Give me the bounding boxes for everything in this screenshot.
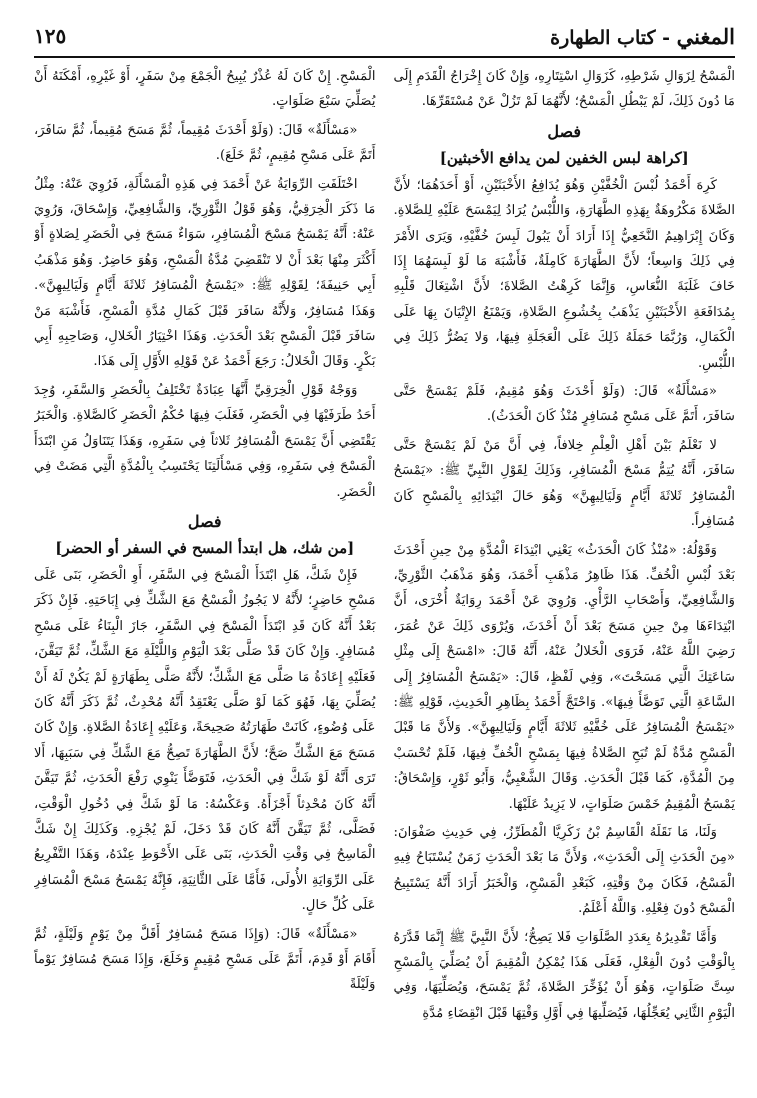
right-column (394, 64, 736, 1090)
section-subheading: [من شك، هل ابتدأ المسح في السفر أو الحضر] (55, 538, 355, 557)
page-header (34, 24, 735, 54)
text-columns (34, 64, 735, 1090)
page-number: ١٢٥ (34, 24, 67, 48)
paragraph: اخْتَلَفَتِ الرِّوَايَةُ عَنْ أَحْمَدَ فِي هَذِهِ الْمَسْأَلَةِ، فَرُوِيَ عَنْهُ: مِثْلُ مَا ذَكَرَ الْخِرَقِيُّ، وَهُوَ قَوْلُ الثَّوْرِيِّ، وَالشَّافِعِيِّ، وَإِسْحَاقَ، وَرُوِيَ عَنْهُ: أَنَّهُ يَمْسَحُ مَسْحَ الْمُسَافِرِ، سَوَاءٌ مَسَحَ فِي الْحَضَرِ لِصَلاةٍ أَوْ أَكْثَرَ مِنْهَا بَعْدَ أَنْ لا تَنْقَضِيَ مُدَّةُ الْمَسْحِ، وَهُوَ حَاضِرٌ. وَهُوَ مَذْهَبُ أَبِي حَنِيفَةَ؛ لِقَوْلِهِ ﷺ: «يَمْسَحُ الْمُسَافِرُ ثَلاثَةَ أَيَّامٍ وَلَيَالِيهِنَّ». وَهَذَا مُسَافِرٌ، وَلأَنَّهُ سَافَرَ قَبْلَ كَمَالِ مُدَّةِ الْمَسْحِ، فَأَشْبَهَ مَنْ سَافَرَ قَبْلَ الْمَسْحِ بَعْدَ الْحَدَثِ. وَهَذَا اخْتِيَارُ الْخَلالِ، وَصَاحِبِهِ أَبِي بَكْرٍ. وَقَالَ الْخَلالُ: رَجَعَ أَحْمَدُ عَنْ قَوْلِهِ الأَوَّلِ إِلَى هَذَا. (34, 176, 376, 370)
masala-paragraph: «مَسْأَلَةٌ» قَالَ: (وَلَوْ أَحْدَثَ مُقِيماً، ثُمَّ مَسَحَ مُقِيماً، ثُمَّ سَافَرَ، أَتَمَّ عَلَى مَسْحِ مُقِيمٍ، ثُمَّ خَلَعَ). (34, 122, 376, 164)
section-heading: فصل (547, 121, 582, 141)
masala-paragraph: «مَسْأَلَةٌ» قَالَ: (وَلَوْ أَحْدَثَ وَهُوَ مُقِيمٌ، فَلَمْ يَمْسَحْ حَتَّى سَافَرَ، أَتَمَّ عَلَى مَسْحِ مُسَافِرٍ مُنْذُ كَانَ الْحَدَثُ). (393, 384, 735, 425)
paragraph: فَإِنْ شَكَّ، هَلِ ابْتَدَأَ الْمَسْحَ فِي السَّفَرِ، أَوِ الْحَضَرِ، بَنَى عَلَى مَسْحِ حَاضِرٍ؛ لأَنَّهُ لا يَجُوزُ الْمَسْحُ مَعَ الشَّكِّ فِي إِبَاحَتِهِ. فَإِنْ ذَكَرَ بَعْدُ أَنَّهُ كَانَ قَدِ ابْتَدَأَ الْمَسْحَ فِي السَّفَرِ، جَازَ الْبِنَاءُ عَلَى مَسْحِ مُسَافِرٍ. وَإِنْ كَانَ قَدْ صَلَّى بَعْدَ الْيَوْمِ وَاللَّيْلَةِ مَعَ الشَّكِّ، ثُمَّ تَيَقَّنَ، فَعَلَيْهِ إِعَادَةُ مَا صَلَّى مَعَ الشَّكِّ؛ لأَنَّهُ صَلَّى بِطَهَارَةٍ لَمْ يَكُنْ لَهُ أَنْ يُصَلِّيَ بِهَا، فَهُوَ كَمَا لَوْ صَلَّى يَعْتَقِدُ أَنَّهُ مُحْدِثٌ، ثُمَّ ذَكَرَ أَنَّهُ كَانَ عَلَى وُضُوءٍ، كَانَتْ طَهَارَتُهُ صَحِيحَةً، وَعَلَيْهِ إِعَادَةُ الصَّلاةِ. وَإِنْ كَانَ مَسَحَ مَعَ الشَّكِّ صَحَّ؛ لأَنَّ الطَّهَارَةَ تَصِحُّ مَعَ الشَّكِّ فِي سَبَبِهَا، أَلا تَرَى أَنَّهُ لَوْ شَكَّ فِي الْحَدَثِ، فَتَوَضَّأَ يَنْوِي رَفْعَ الْحَدَثِ، ثُمَّ تَيَقَّنَ أَنَّهُ كَانَ مُحْدِثاً أَجْزَأَهُ. وَعَكْسُهُ: مَا لَوْ شَكَّ فِي دُخُولِ الْوَقْتِ، فَصَلَّى، ثُمَّ تَيَقَّنَ أَنَّهُ كَانَ قَدْ دَخَلَ، لَمْ يُجْزِهِ. وَكَذَلِكَ إِنْ شَكَّ الْمَاسِحُ فِي وَقْتِ الْحَدَثِ، بَنَى عَلَى الأَحْوَطِ عِنْدَهُ، وَهَذَا التَّفْرِيعُ عَلَى الرِّوَايَةِ الأُولَى، فَأَمَّا عَلَى الثَّانِيَةِ، فَإِنَّهُ يَمْسَحُ مَسْحَ الْمُسَافِرِ عَلَى كُلِّ حَالٍ. (34, 567, 376, 914)
header-rule (34, 56, 735, 58)
paragraph: الْمَسْحِ. إِنْ كَانَ لَهُ عُذْرٌ يُبِيحُ الْجَمْعَ مِنْ سَفَرٍ، أَوْ غَيْرِهِ، أَمْكَنَهُ أَنْ يُصَلِّيَ سَبْعَ صَلَوَاتٍ. (34, 69, 376, 110)
title-separator: - (655, 27, 677, 49)
section-heading: فصل (187, 511, 222, 531)
paragraph: وَوَجْهُ قَوْلِ الْخِرَقِيِّ أَنَّهَا عِبَادَةٌ تَخْتَلِفُ بِالْحَضَرِ وَالسَّفَرِ، وُجِدَ أَحَدُ طَرَفَيْهَا فِي الْحَضَرِ، فَغَلَبَ فِيهَا حُكْمُ الْحَضَرِ كَالصَّلاةِ. وَالْخَبَرُ يَقْتَضِي أَنَّ يَمْسَحَ الْمُسَافِرُ ثَلاثاً فِي سَفَرِهِ، وَهَذَا يَتَنَاوَلُ مَنِ ابْتَدَأَ الْمَسْحَ فِي سَفَرِهِ، وَفِي مَسْأَلَتِنَا يَحْتَسِبُ بِالْمُدَّةِ الَّتِي مَضَتْ فِي الْحَضَرِ. (34, 382, 376, 500)
left-column (34, 64, 376, 1090)
chapter-name: كتاب الطهارة (550, 27, 656, 49)
paragraph: وَلَنَا، مَا نَقَلَهُ الْقَاسِمُ بْنُ زَكَرِيَّا الْمُطَرِّزُ، فِي حَدِيثِ صَفْوَانَ: «مِنَ الْحَدَثِ إِلَى الْحَدَثِ»، وَلأَنَّ مَا بَعْدَ الْحَدَثِ زَمَنٌ يُسْتَبَاحُ فِيهِ الْمَسْحُ، فَكَانَ مِنْ وَقْتِهِ، كَبَعْدِ الْمَسْحِ، وَالْخَبَرُ أَرَادَ أَنَّهُ يَسْتَبِيحُ الْمَسْحَ دُونَ فِعْلِهِ. وَاللَّهُ أَعْلَمُ. (393, 824, 735, 917)
paragraph: لا نَعْلَمُ بَيْنَ أَهْلِ الْعِلْمِ خِلافاً، فِي أَنَّ مَنْ لَمْ يَمْسَحْ حَتَّى سَافَرَ، أَنَّهُ يُتِمُّ مَسْحَ الْمُسَافِرِ، وَذَلِكَ لِقَوْلِ النَّبِيِّ ﷺ: «يَمْسَحُ الْمُسَافِرُ ثَلاثَةَ أَيَّامٍ وَلَيَالِيهِنَّ» وَهُوَ حَالَ ابْتِدَائِهِ بِالْمَسْحِ كَانَ مُسَافِراً. (393, 437, 735, 530)
book-name: المغني (676, 24, 735, 49)
paragraph: وَأَمَّا تَقْدِيرُهُ بِعَدَدِ الصَّلَوَاتِ فَلا يَصِحُّ؛ لأَنَّ النَّبِيَّ ﷺ إِنَّمَا قَدَّرَهُ بِالْوَقْتِ دُونَ الْفِعْلِ، فَعَلَى هَذَا يُمْكِنُ الْمُقِيمَ أَنْ يُصَلِّيَ بِالْمَسْحِ سِتَّ صَلَوَاتٍ، وَهُوَ أَنْ يُؤَخِّرَ الصَّلاةَ، ثُمَّ يَمْسَحَ، وَيُصَلِّيَهَا، وَفِي الْيَوْمِ الثَّانِي يُعَجِّلُهَا، فَيُصَلِّيهَا فِي أَوَّلِ وَقْتِهَا قَبْلَ انْقِضَاءِ مُدَّةِ (393, 929, 735, 1021)
running-title (550, 24, 735, 49)
paragraph: كَرِهَ أَحْمَدُ لُبْسَ الْخُفَّيْنِ وَهُوَ يُدَافِعُ الأَخْبَثَيْنِ، أَوْ أَحَدَهُمَا؛ لأَنَّ الصَّلاةَ مَكْرُوهَةٌ بِهَذِهِ الطَّهَارَةِ، وَاللُّبْسُ يُرَادُ لِيَمْسَحَ عَلَيْهِ لِلصَّلاةِ. وَكَانَ إِبْرَاهِيمُ النَّخَعِيُّ إِذَا أَرَادَ أَنْ يَبُولَ لَبِسَ خُفَّيْهِ، وَيَرَى الأَمْرَ فِي ذَلِكَ وَاسِعاً؛ لأَنَّ الطَّهَارَةَ كَامِلَةٌ، فَأَشْبَهَ مَا لَوْ لَبِسَهُمَا إِذَا خَافَ غَلَبَةَ النُّعَاسِ، وَإِنَّمَا كَرِهْتُ الصَّلاةَ؛ لأَنَّ اشْتِغَالَ قَلْبِهِ بِمُدَافَعَةِ الأَخْبَثَيْنِ يَذْهَبُ بِخُشُوعِ الصَّلاةِ، وَيَمْنَعُ الإِتْيَانَ بِهَا عَلَى الْكَمَالِ، وَرُبَّمَا حَمَلَهُ ذَلِكَ عَلَى الْعَجَلَةِ فِيهَا، وَلا يَضُرُّ ذَلِكَ فِي اللُّبْسِ. (393, 177, 735, 371)
paragraph: الْمَسْحُ لِزَوَالِ شَرْطِهِ، كَزَوَالِ اسْتِتَارِهِ، وَإِنْ كَانَ إِخْرَاجُ الْقَدَمِ إِلَى مَا دُونَ ذَلِكَ، لَمْ يَبْطُلِ الْمَسْحُ؛ لأَنَّهُمَا لَمْ تَزُلْ عَنْ مُسْتَقَرِّهَا. (393, 69, 735, 110)
paragraph: وَقَوْلُهُ: «مُنْذُ كَانَ الْحَدَثُ» يَعْنِي ابْتِدَاءَ الْمُدَّةِ مِنْ حِينِ أَحْدَثَ بَعْدَ لُبْسِ الْخُفِّ. هَذَا ظَاهِرُ مَذْهَبِ أَحْمَدَ، وَهُوَ مَذْهَبُ الثَّوْرِيِّ، وَالشَّافِعِيِّ، وَأَصْحَابِ الرَّأْيِ. وَرُوِيَ عَنْ أَحْمَدَ رِوَايَةٌ أُخْرَى، أَنَّ ابْتِدَاءَهَا مِنْ حِينِ مَسَحَ بَعْدَ أَنْ أَحْدَثَ، وَيُرْوَى ذَلِكَ عَنْ عُمَرَ، رَضِيَ اللَّهُ عَنْهُ، فَرَوَى الْخَلالُ عَنْهُ، أَنَّهُ قَالَ: «امْسَحْ إِلَى مِثْلِ سَاعَتِكَ الَّتِي مَسَحْتَ»، وَفِي لَفْظٍ، قَالَ: «يَمْسَحُ الْمُسَافِرُ إِلَى السَّاعَةِ الَّتِي تَوَضَّأَ فِيهَا». وَاحْتَجَّ أَحْمَدُ بِظَاهِرِ الْحَدِيثِ، قَوْلِهِ ﷺ: «يَمْسَحُ الْمُسَافِرُ عَلَى خُفَّيْهِ ثَلاثَةَ أَيَّامٍ وَلَيَالِيهِنَّ». وَلأَنَّ مَا قَبْلَ الْمَسْحِ مُدَّةٌ لَمْ تُبَحِ الصَّلاةُ فِيهَا بِمَسْحِ الْخُفِّ فِيهَا، فَلَمْ تُحْسَبْ مِنَ الْمُدَّةِ، كَمَا قَبْلَ الْحَدَثِ. وَقَالَ الشَّعْبِيُّ، وَأَبُو ثَوْرٍ، وَإِسْحَاقُ: يَمْسَحُ الْمُقِيمُ خَمْسَ صَلَوَاتٍ، لا يَزِيدُ عَلَيْهَا. (393, 542, 735, 812)
section-subheading: [كراهة لبس الخفين لمن يدافع الأخبثين] (439, 148, 689, 167)
masala-paragraph: «مَسْأَلَةٌ» قَالَ: (وَإِذَا مَسَحَ مُسَافِرٌ أَقَلَّ مِنْ يَوْمٍ وَلَيْلَةٍ، ثُمَّ أَقَامَ أَوْ قَدِمَ، أَتَمَّ عَلَى مَسْحِ مُقِيمٍ وَخَلَعَ، وَإِذَا مَسَحَ مُسَافِرٌ يَوْماً وَلَيْلَةً (34, 926, 376, 993)
